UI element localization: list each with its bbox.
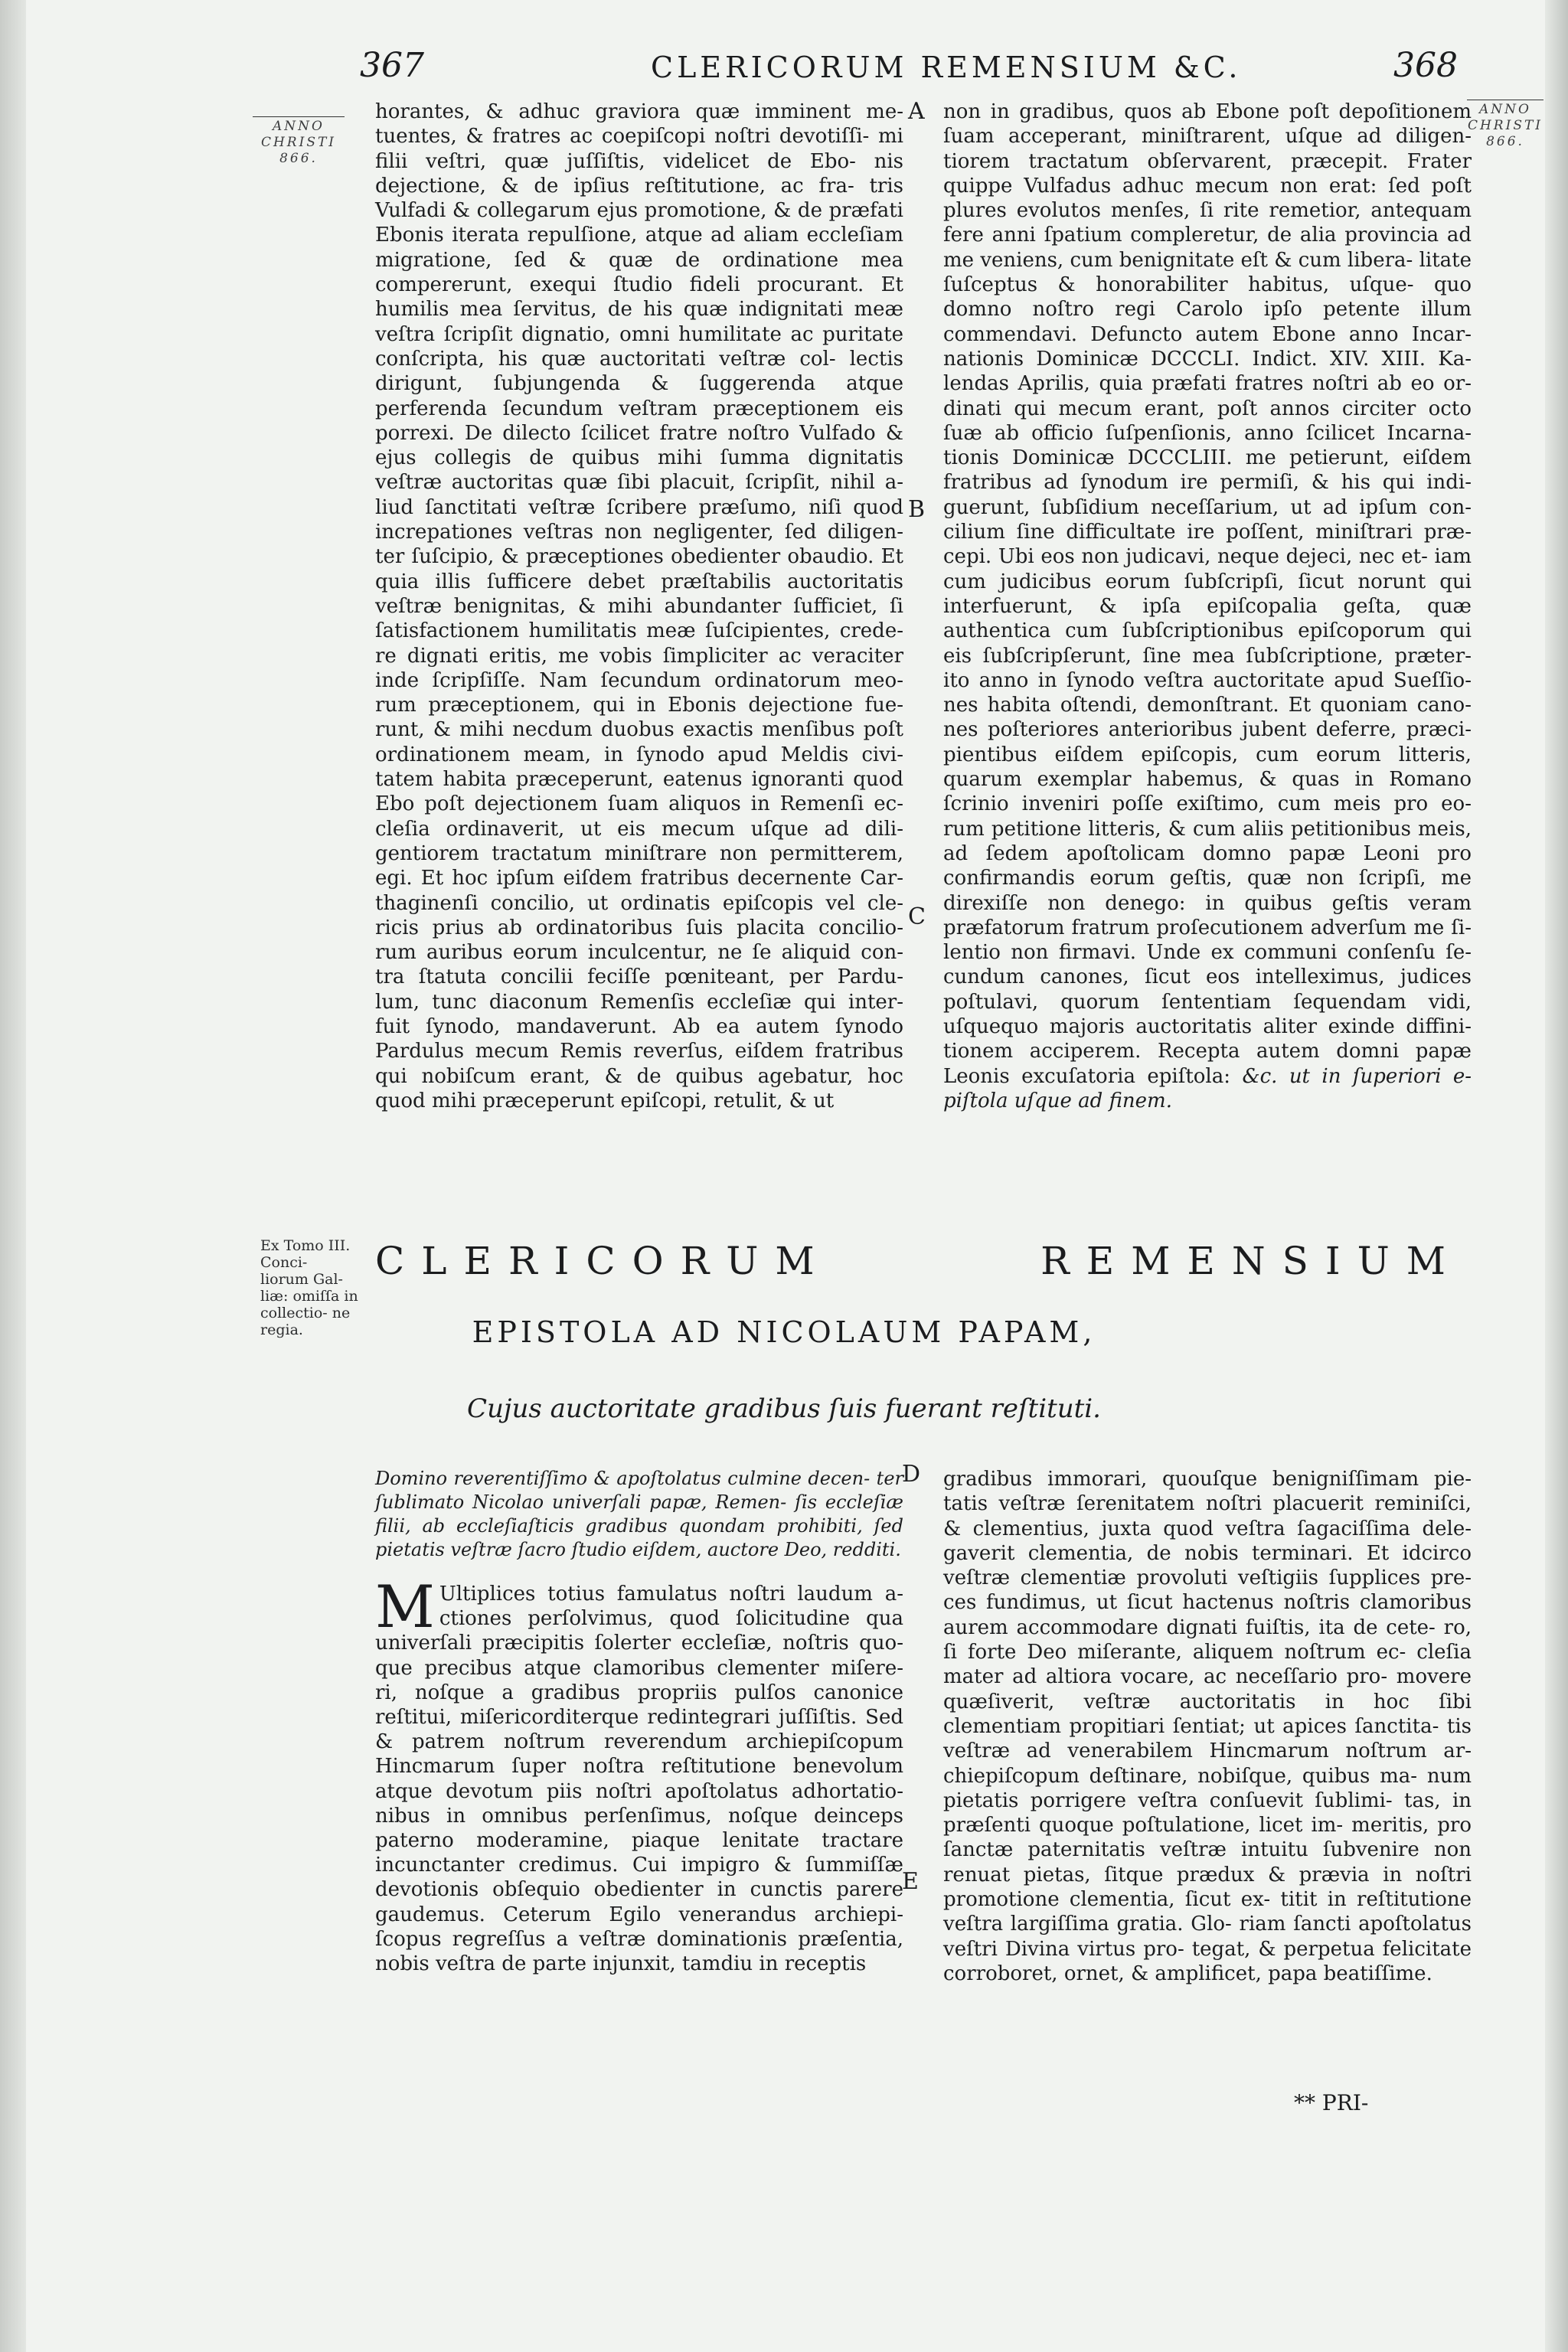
section-subtitle: EPISTOLA AD NICOLAUM PAPAM, — [472, 1315, 1096, 1349]
left-page-number: 367 — [360, 46, 424, 85]
anno-label: ANNO — [1479, 102, 1531, 117]
anno-year: 866. — [279, 151, 318, 166]
page-edge-right — [1545, 0, 1568, 2352]
bottom-right-column — [943, 1467, 1472, 1986]
bottom-left-column — [375, 1467, 903, 1976]
salutation: Domino reverentiſſimo & apoſtolatus culmine decen- ter ſublimato Nicolao univerſali papæ, Remen- ſis eccleſiæ filii, ab eccleſiaſticis gradibus quondam prohibiti, ſed pietatis veſtræ ſacro ſtudio eiſdem, auctore Deo, redditi. — [375, 1468, 903, 1560]
anno-label: ANNO — [273, 119, 325, 134]
running-title: CLERICORUM REMENSIUM &C. — [651, 51, 1242, 84]
anno-year: 866. — [1486, 134, 1524, 149]
section-title-word: CLERICORUM — [375, 1239, 831, 1283]
top-right-column — [943, 100, 1472, 1113]
christi-label: CHRISTI — [260, 135, 337, 150]
top-left-column — [375, 100, 903, 1113]
page-header — [360, 46, 1508, 100]
top-right-text — [943, 100, 1472, 1113]
section-title — [375, 1239, 1462, 1283]
page-edge-left — [0, 0, 26, 2352]
top-left-text: horantes, & adhuc graviora quæ imminent me- tuentes, & fratres ac coepiſcopi noſtri devotiſſi- mi filii veſtri, quæ juſſiſtis, videlicet de Ebo- nis dejectione, & de ipſius reſtitutione, ac fra- tris Vulfadi & collegarum ejus promotione, & de præfati Ebonis iterata repulſione, atque ad aliam eccleſiam migratione, ſed & quæ de ordinatione mea compererunt, exequi ſtudio fideli procurant. Et humilis mea ſervitus, de his quæ indignitati meæ veſtra ſcripſit dignatio, omni humilitate ac puritate conſcripta, his quæ auctoritati veſtræ col- lectis dirigunt, ſubjungenda & ſuggerenda atque perferenda ſecundum veſtram præceptionem eis porrexi. De dilecto ſcilicet fratre noſtro Vulfado & ejus collegis de quibus mihi ſumma dignitatis veſtræ auctoritas quæ ſibi placuit, ſcripſit, nihil a- liud ſanctitati veſtræ ſcribere præſumo, niſi quod increpationes veſtras non negligenter, ſed diligen- ter ſuſcipio, & præceptiones obedienter obaudio. Et quia illis ſufficere debet præſtabilis auctoritatis veſtræ benignitas, & mihi abundanter ſufficiet, ſi ſatisfactionem humilitatis meæ ſuſcipientes, crede- re dignati eritis, me vobis ſimpliciter ac veraciter inde ſcripſiſſe. Nam ſecundum ordinatorum meo- rum præceptionem, qui in Ebonis dejectione fue- runt, & mihi necdum duobus exactis menſibus poſt ordinationem meam, in ſynodo apud Meldis civi- tatem habita præceperunt, eatenus ignoranti quod Ebo poſt dejectionem ſuam aliquos in Remenſi ec- cleſia ordinaverit, ut eis mecum uſque ad dili- gentiorem tractatum miniſtrare non permitterem, egi. Et hoc ipſum eiſdem fratribus decernente Car- thaginenſi concilio, ut ordinatis epiſcopis vel cle- ricis prius ab ordinatoribus ſuis placita concilio- rum auribus eorum inculcentur, ne ſe aliquid con- tra ſtatuta concilii feciſſe pœniteant, per Pardu- lum, tunc diaconum Remenſis eccleſiæ qui inter- fuit ſynodo, mandaverunt. Ab ea autem ſynodo Pardulus mecum Remis reverſus, eiſdem fratribus qui nobiſcum erant, & de quibus agebatur, hoc quod mihi præceperunt epiſcopi, retulit, & ut — [375, 100, 903, 1112]
christi-label: CHRISTI — [1467, 118, 1544, 133]
section-mark-c: C — [908, 903, 926, 930]
top-right-italic-end: &c. ut in ſuperiori e- piſtola uſque ad finem. — [943, 1064, 1472, 1112]
side-note: Ex Tomo III. Conci- liorum Gal- liæ: omiſſa in collectio- ne regia. — [260, 1237, 358, 1338]
drop-cap: M — [375, 1573, 435, 1641]
bottom-left-text: Ultiplices totius famulatus noſtri laudum a- ctiones perſolvimus, quod ſolicitudine qua univerſali præcipitis ſolerter eccleſiæ, noſtris quo- que precibus atque clamoribus clementer miſere- ri, noſque a gradibus propriis pulſos canonice reſtitui, miſericorditerque redintegrari juſſiſtis. Sed & patrem noſtrum reverendum archiepiſcopum Hincmarum ſuper noſtra reſtitutione benevolum atque devotum piis noſtri apoſtolatus adhortatio- nibus in omnibus perſenſimus, noſque deinceps paterno moderamine, piaque lenitate tractare incunctanter credimus. Cui impigro & ſummiſſæ devotionis obſequio obedienter in cunctis parere gaudemus. Ceterum Egilo venerandus archiepi- ſcopus regreſſus a veſtræ dominationis præſentia, nobis veſtra de parte injunxit, tamdiu in receptis — [375, 1583, 903, 1976]
section-mark-e: E — [902, 1868, 919, 1895]
section-title-word: REMENSIUM — [1040, 1239, 1462, 1283]
section-subtitle-italic: Cujus auctoritate gradibus ſuis fuerant reſtituti. — [467, 1393, 1101, 1424]
section-mark-b: B — [908, 496, 926, 523]
catchword: ** PRI- — [1294, 2090, 1369, 2115]
right-page-number: 368 — [1393, 46, 1458, 85]
section-mark-a: A — [908, 98, 925, 125]
section-mark-d: D — [902, 1461, 921, 1488]
top-right-body: non in gradibus, quos ab Ebone poſt depoſitionem ſuam acceperant, miniſtrarent, uſque ad diligen- tiorem tractatum obſervarent, præcepit. Frater quippe Vulfadus adhuc mecum non erat: ſed poſt plures evolutos menſes, ſi rite remetior, antequam fere anni ſpatium compleretur, de alia provincia ad me veniens, cum benignitate eſt & cum libera- litate ſuſceptus & honorabiliter habitus, uſque- quo domno noſtro regi Carolo ipſo petente illum commendavi. Defuncto autem Ebone anno Incar- nationis Dominicæ DCCCLI. Indict. XIV. XIII. Ka- lendas Aprilis, quia præfati fratres noſtri ab eo or- dinati qui mecum erant, poſt annos circiter octo ſuæ ab officio ſuſpenſionis, anno ſcilicet Incarna- tionis Dominicæ DCCCLIII. me petierunt, eiſdem fratribus ad ſynodum ire permiſi, & his qui indi- guerunt, ſubſidium neceſſarium, ut ad ipſum con- cilium ſine difficultate ire poſſent, miniſtrari præ- cepi. Ubi eos non judicavi, neque dejeci, nec et- iam cum judicibus eorum ſubſcripſi, ſicut norunt qui interfuerunt, & ipſa epiſcopalia geſta, quæ authentica cum ſubſcriptionibus epiſcoporum qui eis ſubſcripſerunt, ſine mea ſubſcriptione, præter- ito anno in ſynodo veſtra auctoritate apud Sueſſio- nes habita oſtendi, demonſtrant. Et quoniam cano- nes poſteriores anterioribus jubent deferre, præci- pientibus eiſdem epiſcopis, cum eorum litteris, quarum exemplar habemus, & quas in Romano ſcrinio inveniri poſſe exiſtimo, cum meis pro eo- rum petitione litteris, & cum aliis petitionibus meis, ad ſedem apoſtolicam domno papæ Leoni pro confirmandis eorum geſtis, quæ non ſcripſi, me direxiſſe non denego: in quibus geſtis veram præfatorum fratrum proſecutionem adverſum me ſi- lentio non firmavi. Unde ex communi conſenſu ſe- cundum canones, ſicut eos intelleximus, judices poſtulavi, quorum ſententiam ſequendam vidi, uſquequo majoris auctoritatis aliter exinde diffini- tionem acciperem. Recepta autem domni papæ Leonis excuſatoria epiſtola: — [943, 100, 1472, 1088]
margin-anno-right — [1467, 100, 1544, 150]
margin-anno-left — [253, 116, 345, 167]
bottom-right-text: gradibus immorari, quouſque benigniſſimam pie- tatis veſtræ ſerenitatem noſtri placuerit reminiſci, & clementius, juxta quod veſtra ſagaciſſima dele- gaverit clementia, de nobis terminari. Et idcirco veſtræ clementiæ provoluti veſtigiis ſupplices pre- ces fundimus, ut ſicut hactenus noſtris clamoribus aurem accommodare dignati fuiſtis, ita de cete- ro, ſi forte Deo miſerante, aliquem noſtrum ec- cleſia mater ad altiora vocare, ac neceſſario pro- movere quæſiverit, veſtræ auctoritatis in hoc ſibi clementiam propitiari ſentiat; ut apices ſanctita- tis veſtræ ad venerabilem Hincmarum noſtrum ar- chiepiſcopum deſtinare, nobiſque, quibus ma- num pietatis porrigere veſtra conſuevit ſublimi- tas, in præſenti quoque poſtulatione, licet im- meritis, pro ſanctæ paternitatis veſtræ intuitu ſubvenire non renuat pietas, ſitque prædux & prævia in noſtri promotione clementia, ſicut ex- titit in reſtitutione veſtra largiſſima gratia. Glo- riam ſancti apoſtolatus veſtri Divina virtus pro- tegat, & perpetua felicitate corroboret, ornet, & amplificet, papa beatiſſime. — [943, 1468, 1472, 1985]
